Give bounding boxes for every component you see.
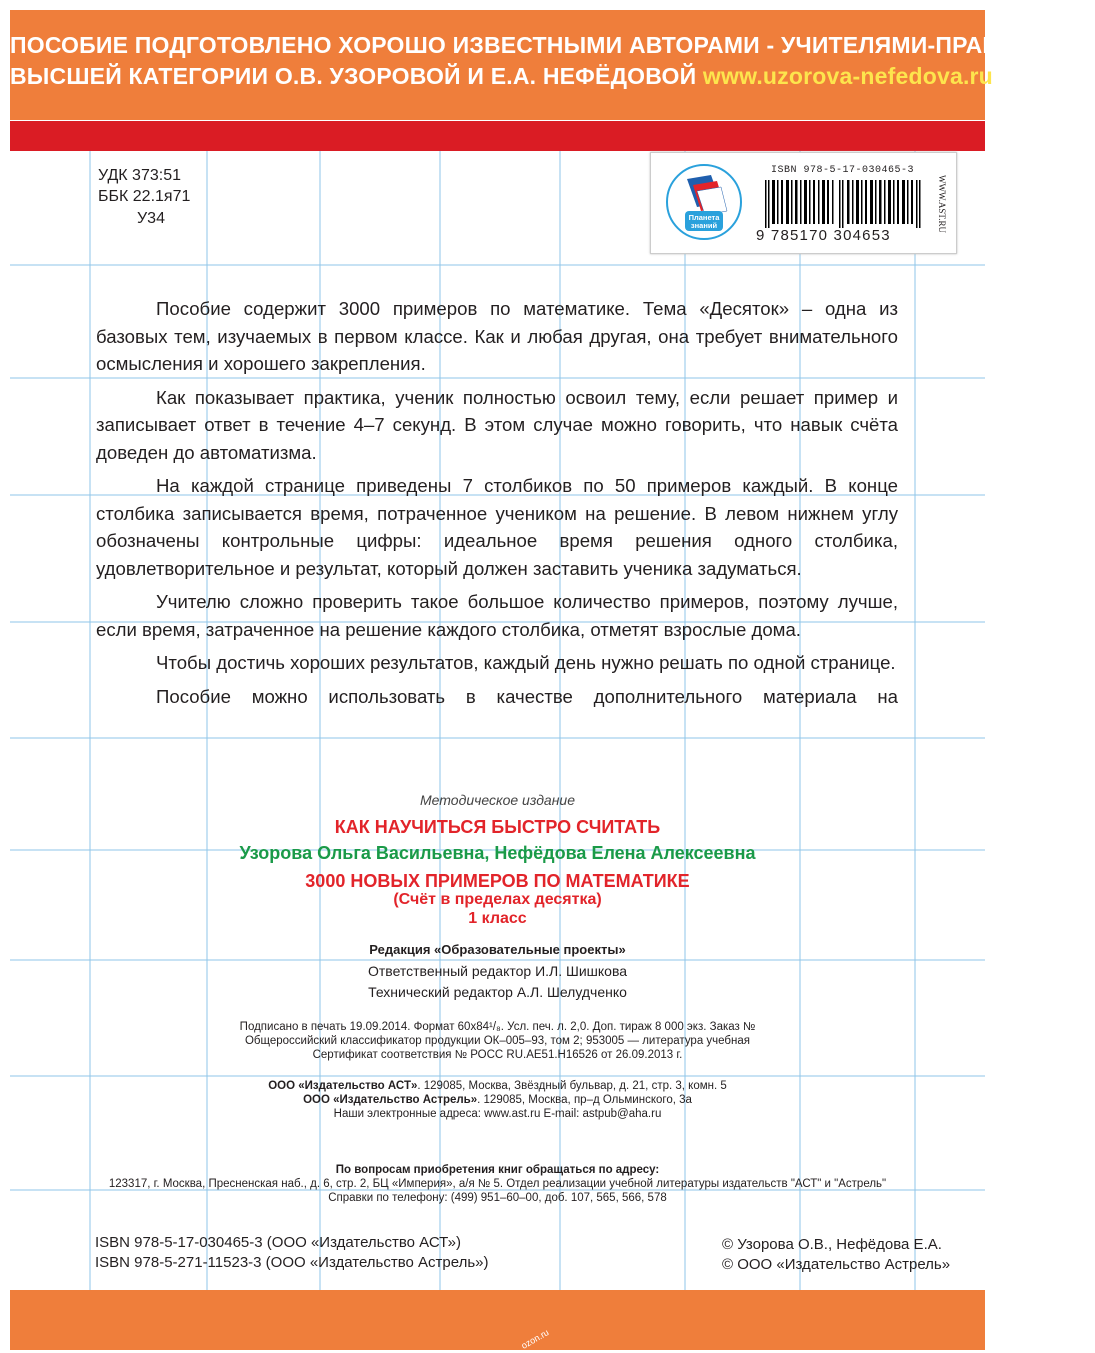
edition-type: Методическое издание: [420, 792, 575, 808]
paragraph-3: На каждой странице приведены 7 столбиков по 50 примеров каждый. В конце столбика записывается время, потраченное учеником на решение. В левом нижнем углу обозначены контрольные цифры: идеальное время решения одного столбика, удовлетворительное и результат, который должен заставить ученика задуматься.: [96, 475, 898, 579]
print-info-2: Общероссийский классификатор продукции ОК–005–93, том 2; 953005 — литература учебная: [244, 1035, 750, 1047]
purchase-heading: По вопросам приобретения книг обращаться по адресу:: [335, 1164, 660, 1176]
banner-line-2-text: ВЫСШЕЙ КАТЕГОРИИ О.В. УЗОРОВОЙ И Е.А. НЕФЁДОВОЙ: [10, 63, 697, 89]
bottom-banner: [10, 1290, 985, 1350]
phone-info: Справки по телефону: (499) 951–60–00, доб. 107, 565, 566, 578: [328, 1192, 667, 1204]
banner-line-1: ПОСОБИЕ ПОДГОТОВЛЕНО ХОРОШО ИЗВЕСТНЫМИ АВТОРАМИ - УЧИТЕЛЯМИ-ПРАКТИКАМИ: [10, 32, 1095, 58]
contact-addresses: Наши электронные адреса: www.ast.ru E-mail: astpub@aha.ru: [333, 1108, 662, 1120]
top-banner: [10, 10, 1095, 120]
paragraph-4: Учителю сложно проверить такое большое количество примеров, поэтому лучше, если время, затраченное на решение каждого столбика, отметят взрослые дома.: [96, 591, 898, 640]
publisher-ast-address: . 129085, Москва, Звёздный бульвар, д. 21, стр. 3, комн. 5: [417, 1080, 727, 1092]
red-stripe: [10, 121, 985, 151]
copyright-authors: © Узорова О.В., Нефёдова Е.А.: [722, 1236, 942, 1253]
logo-text-2: знаний: [690, 221, 718, 230]
udk-code: УДК 373:51: [98, 167, 181, 184]
book-subtitle: (Счёт в пределах десятка): [393, 891, 602, 908]
publisher-ast-name: ООО «Издательство АСТ»: [268, 1080, 418, 1092]
purchase-address: 123317, г. Москва, Пресненская наб., д. 6, стр. 2, БЦ «Империя», а/я № 5. Отдел реализации учебной литературы издательств "АСТ" и "Астрель": [108, 1178, 887, 1190]
watermark: ozon.ru: [519, 1327, 551, 1351]
print-info-1: Подписано в печать 19.09.2014. Формат 60x84¹/₈. Усл. печ. л. 2,0. Доп. тираж 8 000 экз. Заказ №: [239, 1021, 756, 1033]
barcode-digits: 9 785170 304653: [756, 227, 891, 244]
bbk-code: ББК 22.1я71: [98, 188, 191, 205]
paragraph-5: Чтобы достичь хороших результатов, каждый день нужно решать по одной странице.: [156, 652, 896, 673]
barcode-block: [650, 152, 957, 254]
paragraph-1: Пособие содержит 3000 примеров по математике. Тема «Десяток» – одна из базовых тем, изучаемых в первом классе. Как и любая другая, она требует внимательного осмысления и хорошего закрепления.: [96, 298, 898, 374]
book-authors: Узорова Ольга Васильевна, Нефёдова Елена Алексеевна: [239, 843, 756, 863]
isbn-ast: ISBN 978-5-17-030465-3 (ООО «Издательство АСТ»): [95, 1234, 462, 1251]
publisher-astrel-address: . 129085, Москва, пр–д Ольминского, 3а: [477, 1094, 692, 1106]
book-title: 3000 НОВЫХ ПРИМЕРОВ ПО МАТЕМАТИКЕ: [305, 871, 690, 891]
publisher-astrel-name: ООО «Издательство Астрель»: [303, 1094, 478, 1106]
banner-url[interactable]: www.uzorova-nefedova.ru: [702, 63, 993, 89]
publisher-astrel: [10, 1093, 985, 1107]
paragraph-6: Пособие можно использовать в качестве дополнительного материала на: [156, 685, 898, 707]
grade: 1 класс: [468, 910, 527, 927]
isbn-astrel: ISBN 978-5-271-11523-3 (ООО «Издательство Астрель»): [95, 1254, 489, 1271]
back-cover: [10, 10, 1095, 1351]
series-title: КАК НАУЧИТЬСЯ БЫСТРО СЧИТАТЬ: [334, 817, 661, 837]
publisher-ast: [10, 1079, 985, 1093]
barcode-isbn: ISBN 978-5-17-030465-3: [771, 165, 915, 176]
banner-line-2: [10, 63, 993, 90]
technical-editor: Технический редактор А.Л. Шелудченко: [368, 984, 627, 1000]
description: [96, 295, 898, 716]
author-mark: У34: [137, 210, 165, 227]
vertical-website: WWW.AST.RU: [937, 175, 947, 233]
logo-text-1: Планета: [688, 213, 720, 222]
planeta-znaniy-logo: [665, 163, 743, 241]
editorial-office: Редакция «Образовательные проекты»: [369, 942, 626, 957]
barcode-bars: [763, 180, 923, 228]
responsible-editor: Ответственный редактор И.Л. Шишкова: [367, 963, 628, 979]
copyright-publisher: © ООО «Издательство Астрель»: [722, 1256, 951, 1273]
print-info-3: Сертификат соответствия № РОСС RU.AE51.H16526 от 26.09.2013 г.: [312, 1049, 683, 1061]
paragraph-2: Как показывает практика, ученик полностью освоил тему, если решает пример и записывает ответ в течение 4–7 секунд. В этом случае можно говорить, что навык счёта доведен до автоматизма.: [96, 386, 898, 463]
